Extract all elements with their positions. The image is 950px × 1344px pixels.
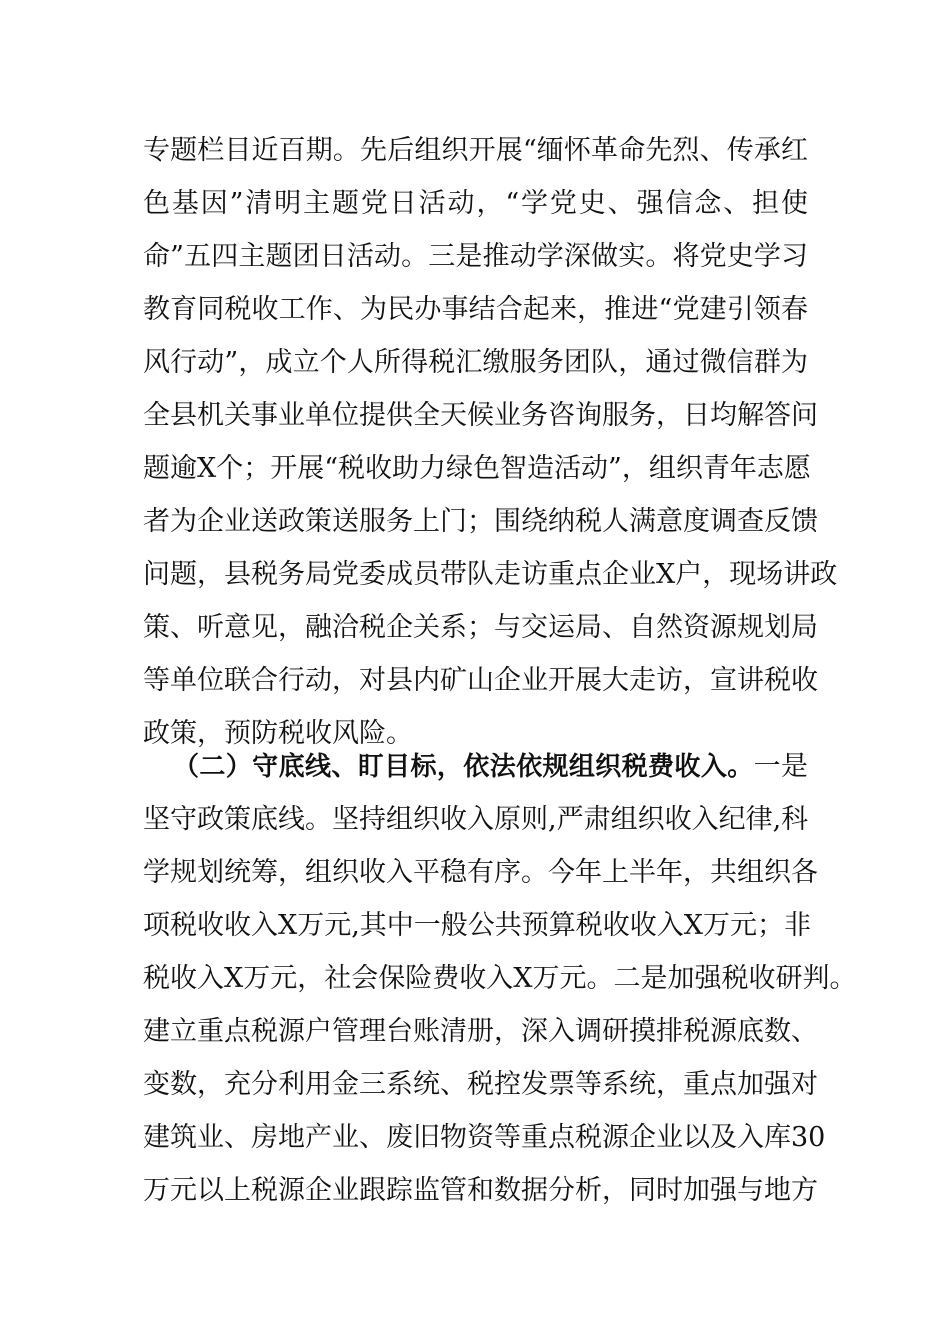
paragraph-line: 税收入X万元，社会保险费收入X万元。二是加强税收研判。 <box>143 963 857 994</box>
paragraph-line: 建立重点税源户管理台账清册，深入调研摸排税源底数、 <box>143 1016 818 1047</box>
paragraph-line: 变数，充分利用金三系统、税控发票等系统，重点加强对 <box>143 1069 818 1100</box>
paragraph-line: 项税收收入X万元,其中一般公共预算税收收入X万元；非 <box>143 910 812 941</box>
section-heading-line <box>143 740 808 793</box>
paragraph-line: 色基因”清明主题党日活动，“学党史、强信念、担使 <box>143 188 808 219</box>
paragraph-line: 者为企业送政策送服务上门；围绕纳税人满意度调查反馈 <box>143 506 818 537</box>
paragraph-line: 建筑业、房地产业、废旧物资等重点税源企业以及入库30 <box>143 1122 826 1153</box>
paragraph-line: 题逾X个；开展“税收助力绿色智造活动”，组织青年志愿 <box>143 453 811 484</box>
paragraph-line: 坚守政策底线。坚持组织收入原则,严肃组织收入纪律,科 <box>143 804 809 835</box>
section-heading: （二）守底线、盯目标，依法依规组织税费收入。 <box>173 752 754 782</box>
paragraph-line: 风行动”，成立个人所得税汇缴服务团队，通过微信群为 <box>143 347 808 378</box>
paragraph-line: 万元以上税源企业跟踪监管和数据分析，同时加强与地方 <box>143 1175 818 1206</box>
section-heading-tail: 一是 <box>753 751 808 782</box>
paragraph-line: 专题栏目近百期。先后组织开展“缅怀革命先烈、传承红 <box>143 135 808 166</box>
paragraph-line: 全县机关事业单位提供全天候业务咨询服务，日均解答问 <box>143 400 818 431</box>
paragraph-line: 政策，预防税收风险。 <box>143 718 413 749</box>
paragraph-line: 命”五四主题团日活动。三是推动学深做实。将党史学习 <box>143 241 808 272</box>
paragraph-line: 教育同税收工作、为民办事结合起来，推进“党建引领春 <box>143 294 808 325</box>
paragraph-line: 问题，县税务局党委成员带队走访重点企业X户，现场讲政 <box>143 559 838 590</box>
paragraph-line: 策、听意见，融洽税企关系；与交运局、自然资源规划局 <box>143 612 818 643</box>
paragraph-line: 等单位联合行动，对县内矿山企业开展大走访，宣讲税收 <box>143 665 818 696</box>
paragraph-line: 学规划统筹，组织收入平稳有序。今年上半年，共组织各 <box>143 857 818 888</box>
paragraph-tax-revenue <box>143 740 857 1217</box>
paragraph-party-history <box>143 124 838 760</box>
